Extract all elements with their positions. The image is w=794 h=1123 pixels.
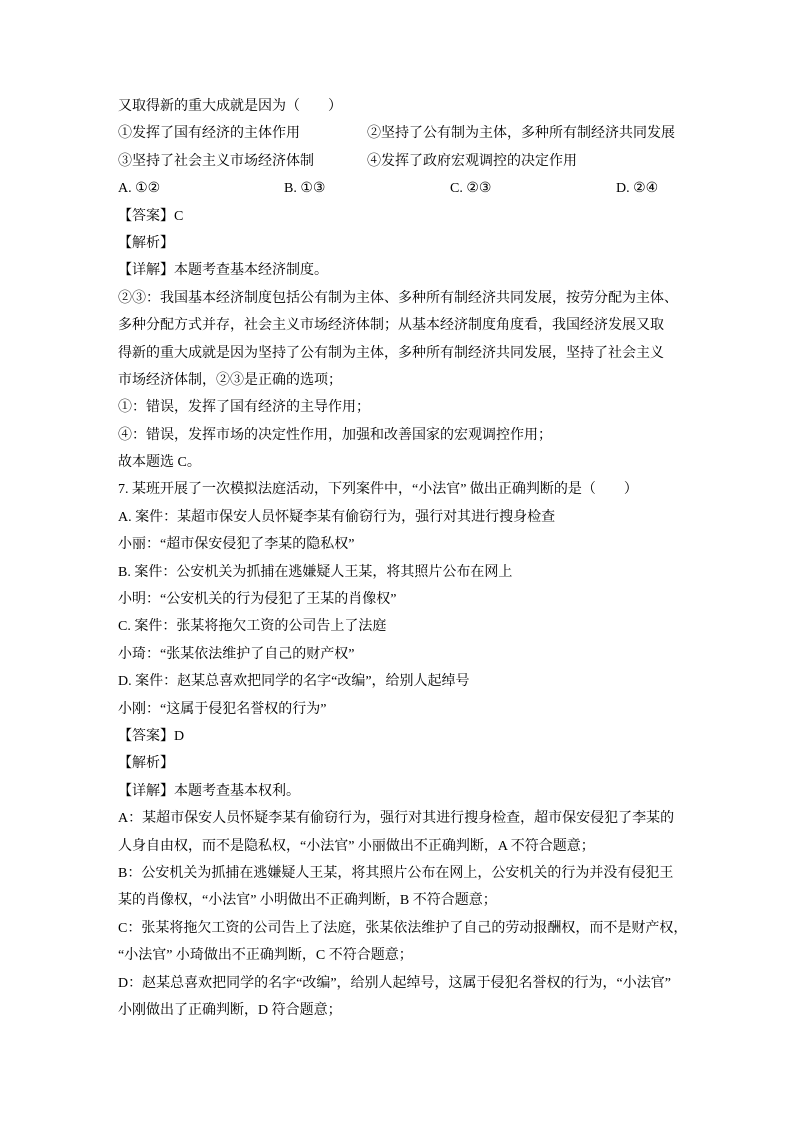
q7-analysis-header: 【解析】	[118, 756, 174, 772]
q7-stem: 7. 某班开展了一次模拟法庭活动，下列案件中，“小法官” 做出正确判断的是（ ）	[118, 482, 638, 498]
q6-explanation-1: ①：错误，发挥了国有经济的主导作用；	[118, 400, 370, 416]
q6-analysis-header: 【解析】	[118, 235, 174, 251]
q7-explanation-a: A：某超市保安人员怀疑李某有偷窃行为，强行对其进行搜身检查，超市保安侵犯了李某的	[118, 811, 675, 827]
q7-explanation-d: 小刚做出了正确判断，D 符合题意；	[118, 1002, 342, 1018]
q6-statement-3: ③坚持了社会主义市场经济体制	[118, 153, 314, 169]
q7-option-c-judgment: 小琦：“张某依法维护了自己的财产权”	[118, 646, 355, 662]
q6-option-c: C. ②③	[450, 181, 492, 197]
q6-option-a: A. ①②	[118, 181, 161, 197]
q6-option-d: D. ②④	[616, 181, 659, 197]
q6-answer: 【答案】C	[118, 208, 184, 224]
q6-statements-1-2	[118, 120, 678, 147]
q7-option-d-case: D. 案件：赵某总喜欢把同学的名字“改编”，给别人起绰号	[118, 674, 470, 690]
q7-explanation-d: D：赵某总喜欢把同学的名字“改编”，给别人起绰号，这属于侵犯名誉权的行为，“小法官”	[118, 975, 671, 991]
q6-statement-2: ②坚持了公有制为主体，多种所有制经济共同发展	[367, 126, 675, 142]
q6-statement-1: ①发挥了国有经济的主体作用	[118, 126, 300, 142]
q6-explanation: ②③：我国基本经济制度包括公有制为主体、多种所有制经济共同发展，按劳分配为主体、	[118, 290, 678, 306]
q7-option-a-case: A. 案件：某超市保安人员怀疑李某有偷窃行为，强行对其进行搜身检查	[118, 509, 556, 525]
q6-stem-continued: 又取得新的重大成就是因为（ ）	[118, 99, 342, 114]
document-content	[118, 93, 688, 1024]
q7-explanation-a: 人身自由权，而不是隐私权，“小法官” 小丽做出不正确判断，A 不符合题意；	[118, 838, 595, 854]
q6-explanation: 得新的重大成就是因为坚持了公有制为主体，多种所有制经济共同发展，坚持了社会主义	[118, 345, 664, 361]
q7-answer: 【答案】D	[118, 728, 185, 744]
q6-conclusion: 故本题选 C。	[118, 455, 201, 471]
q7-explanation-b: B：公安机关为抓捕在逃嫌疑人王某，将其照片公布在网上，公安机关的行为并没有侵犯王	[118, 865, 674, 881]
q6-explanation: 多种分配方式并存，社会主义市场经济体制；从基本经济制度角度看，我国经济发展又取	[118, 318, 664, 334]
q6-detail-header: 【详解】本题考查基本经济制度。	[118, 263, 328, 279]
q7-detail-header: 【详解】本题考查基本权利。	[118, 783, 300, 799]
q6-statement-4: ④发挥了政府宏观调控的决定作用	[367, 153, 577, 169]
q7-option-b-case: B. 案件：公安机关为抓捕在逃嫌疑人王某，将其照片公布在网上	[118, 564, 513, 580]
q7-explanation-b: 某的肖像权，“小法官” 小明做出不正确判断，B 不符合题意；	[118, 893, 497, 909]
q7-explanation-c: C：张某将拖欠工资的公司告上了法庭，张某依法维护了自己的劳动报酬权，而不是财产权，	[118, 920, 688, 936]
q6-explanation-4: ④：错误，发挥市场的决定性作用，加强和改善国家的宏观调控作用；	[118, 427, 552, 443]
q6-statements-3-4	[118, 148, 678, 175]
q7-option-b-judgment: 小明：“公安机关的行为侵犯了王某的肖像权”	[118, 592, 397, 608]
q6-option-b: B. ①③	[284, 181, 326, 197]
q7-option-c-case: C. 案件：张某将拖欠工资的公司告上了法庭	[118, 619, 387, 635]
q6-explanation: 市场经济体制，②③是正确的选项；	[118, 372, 342, 388]
q7-option-a-judgment: 小丽：“超市保安侵犯了李某的隐私权”	[118, 537, 355, 553]
q6-option-row	[118, 175, 678, 202]
q7-option-d-judgment: 小刚：“这属于侵犯名誉权的行为”	[118, 701, 327, 717]
q7-explanation-c: “小法官” 小琦做出不正确判断，C 不符合题意；	[118, 948, 413, 964]
